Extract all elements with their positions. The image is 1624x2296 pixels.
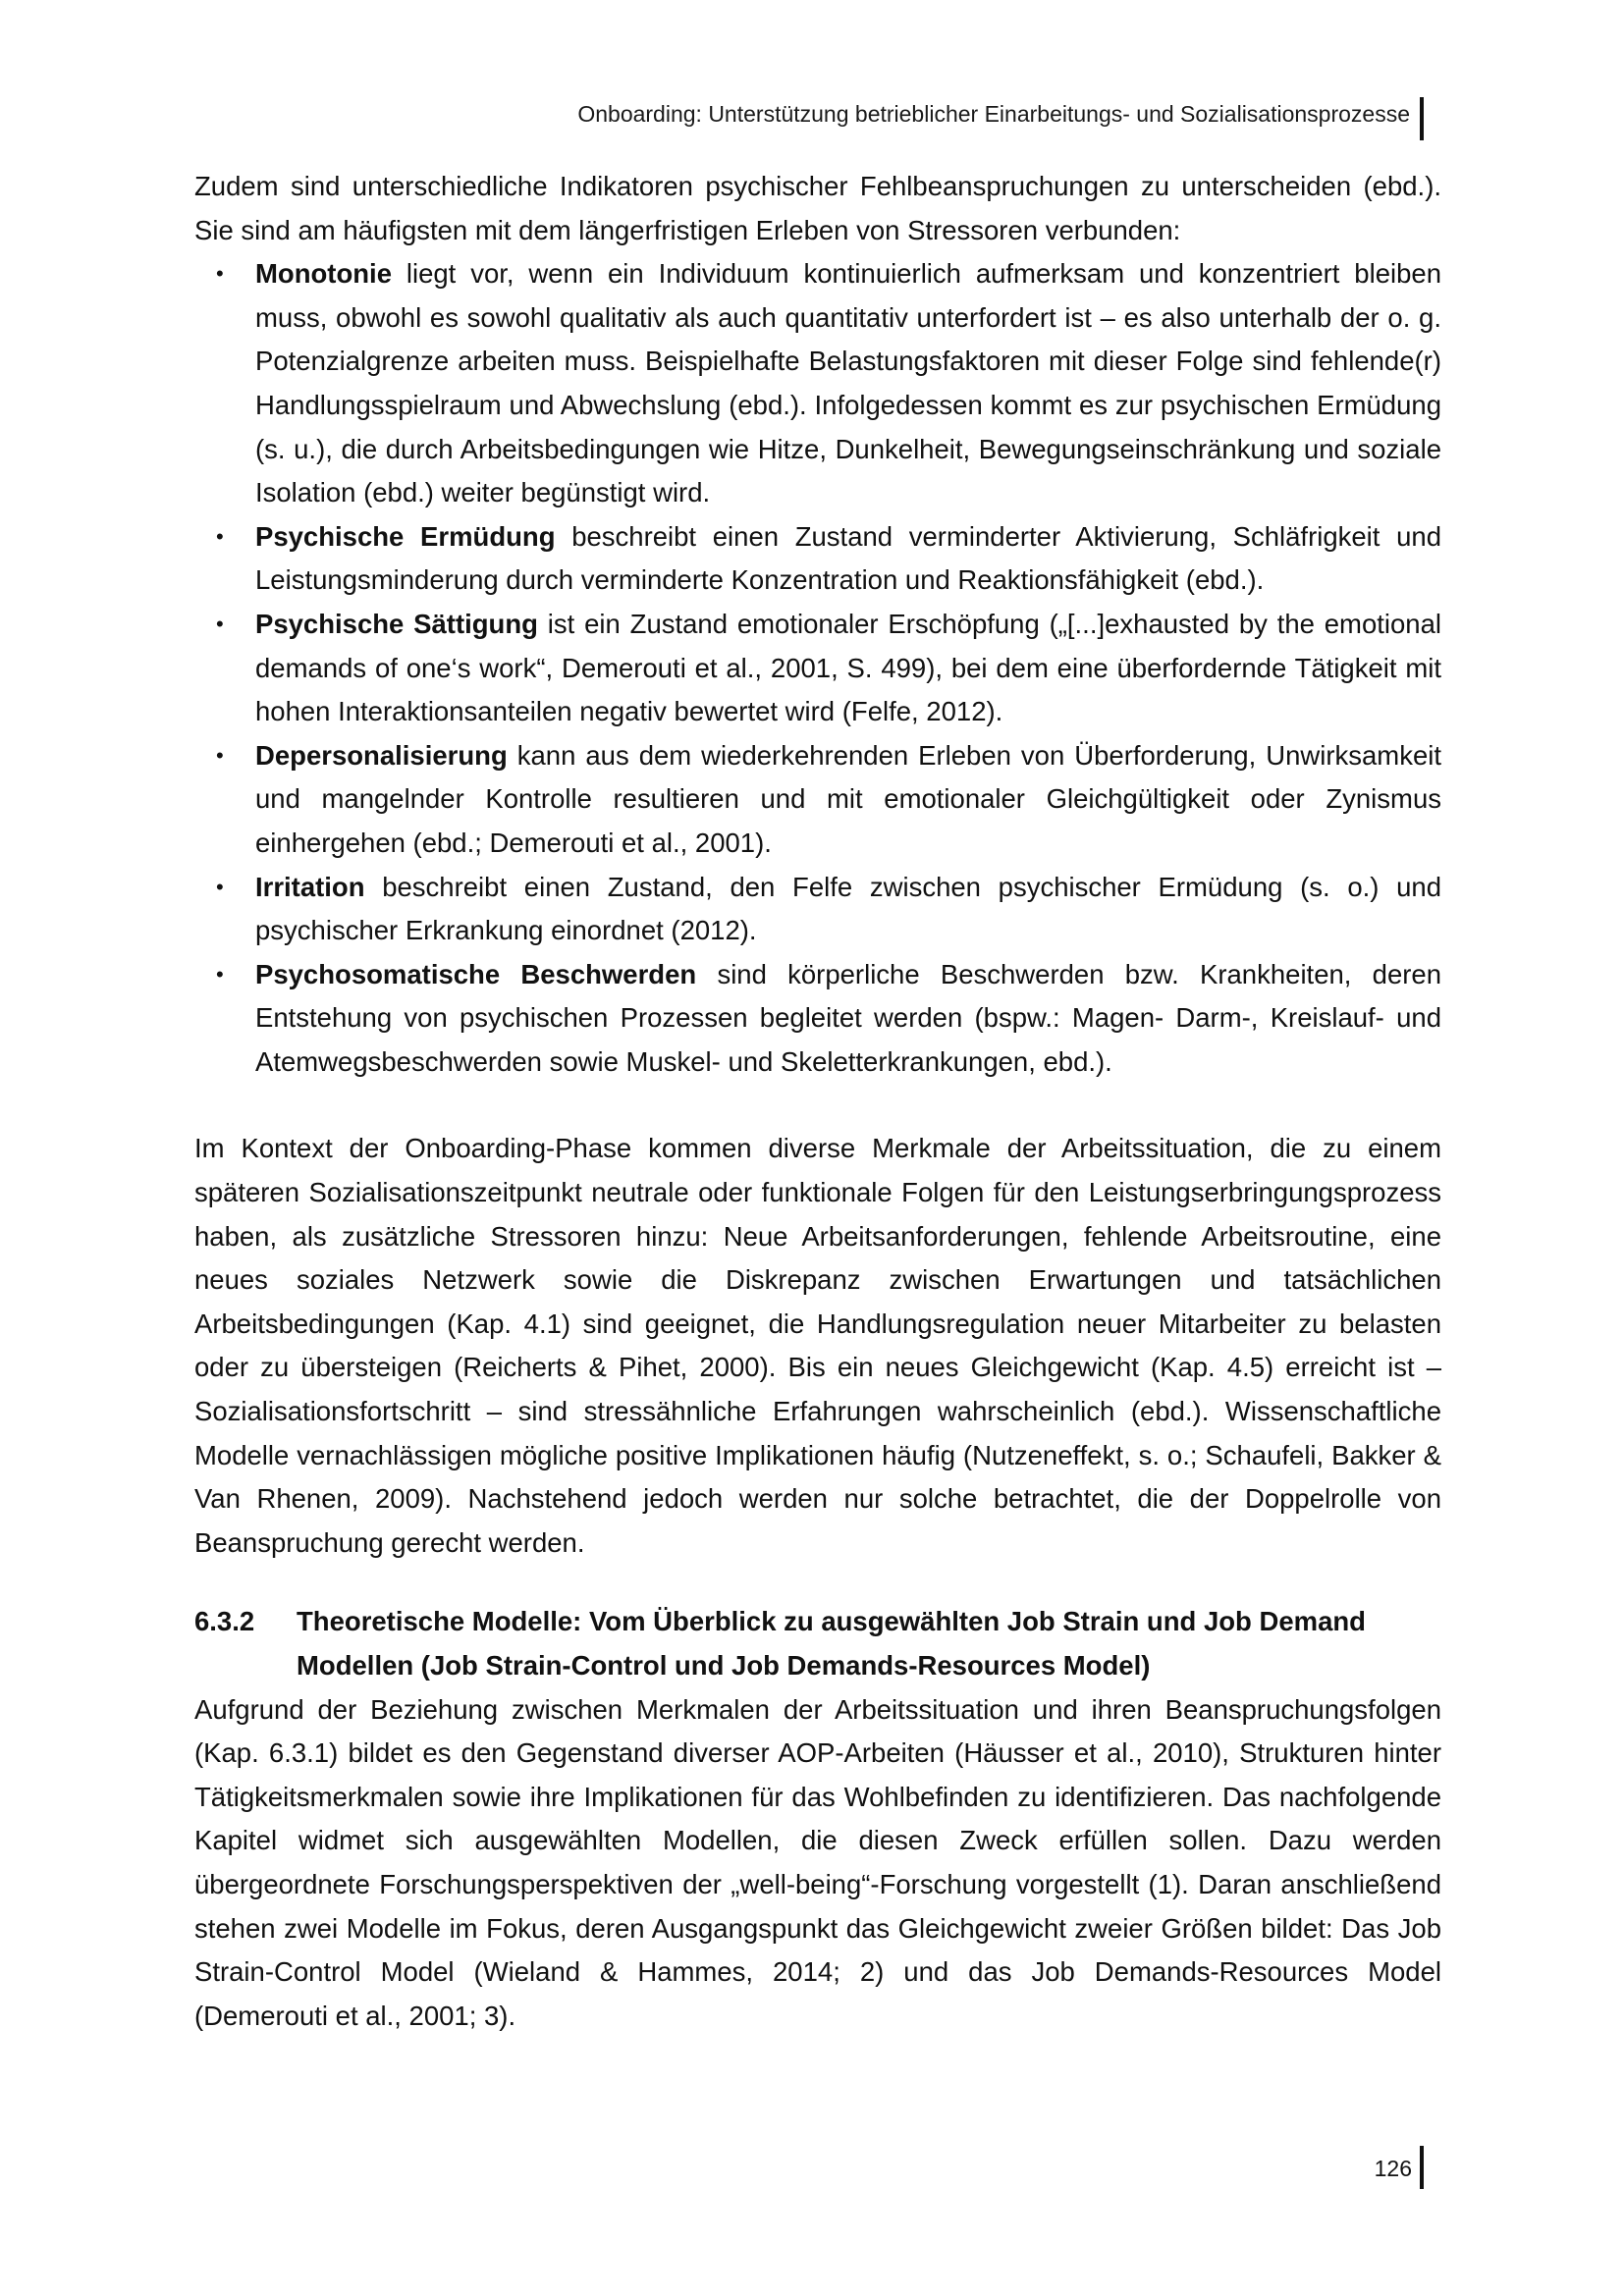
list-item-depersonalisierung [194, 734, 1441, 866]
list-item-irritation [194, 866, 1441, 953]
running-header: Onboarding: Unterstützung betrieblicher Einarbeitungs- und Sozialisationsprozesse [577, 101, 1410, 127]
list-item-term: Psychosomatische Beschwerden [255, 958, 697, 989]
page-number: 126 [1374, 2156, 1412, 2181]
list-item-text: beschreibt einen Zustand, den Felfe zwischen psychischer Ermüdung (s. o.) und psychischer Erkrankung einordnet (2012). [255, 871, 1441, 946]
bullet-icon: • [216, 611, 224, 636]
bullet-icon: • [216, 261, 224, 287]
header-rule [1420, 97, 1424, 140]
onboarding-context-paragraph: Im Kontext der Onboarding-Phase kommen diverse Merkmale der Arbeitssituation, die zu einem späteren Sozialisationszeitpunkt neutrale oder funktionale Folgen für den Leistungserbringungsprozess haben, als zusätzliche Stressoren hinzu: Neue Arbeitsanforderungen, fehlende Arbeitsroutine, eine neues soziales Netzwerk sowie die Diskrepanz zwischen Erwartungen und tatsächlichen Arbeitsbedingungen (Kap. 4.1) sind geeignet, die Handlungsregulation neuer Mitarbeiter zu belasten oder zu übersteigen (Reicherts & Pihet, 2000). Bis ein neues Gleichgewicht (Kap. 4.5) erreicht ist – Sozialisationsfortschritt – sind stressähnliche Erfahrungen wahrscheinlich (ebd.). Wissenschaftliche Modelle vernachlässigen mögliche positive Implikationen häufig (Nutzeneffekt, s. o.; Schaufeli, Bakker & Van Rhenen, 2009). Nachstehend jedoch werden nur solche betrachtet, die der Doppelrolle von Beanspruchung gerecht werden. [194, 1133, 1441, 1558]
list-item-text: sind körperliche Beschwerden bzw. Krankheiten, deren Entstehung von psychischen Prozessen begleitet werden (bspw.: Magen- Darm-, Kreislauf- und Atemwegsbeschwerden sowie Muskel- und Skeletterkrankungen, ebd.). [255, 958, 1441, 1077]
list-item-term: Psychische Ermüdung [255, 520, 556, 552]
list-item-term: Monotonie [255, 258, 392, 290]
list-item-psychische-saettigung [194, 603, 1441, 734]
paragraph-spacer [194, 1084, 1441, 1127]
bullet-icon: • [216, 961, 224, 987]
list-item-psychosomatische-beschwerden [194, 953, 1441, 1085]
list-item-psychische-ermuedung [194, 515, 1441, 603]
models-intro-paragraph: Aufgrund der Beziehung zwischen Merkmalen der Arbeitssituation und ihren Beanspruchungsfolgen (Kap. 6.3.1) bildet es den Gegenstand diverser AOP-Arbeiten (Häusser et al., 2010), Strukturen hinter Tätigkeitsmerkmalen sowie ihre Implikationen für das Wohlbefinden zu identifizieren. Das nachfolgende Kapitel widmet sich ausgewählten Modellen, die diesen Zweck erfüllen sollen. Dazu werden übergeordnete Forschungsperspektiven der „well-being“-Forschung vorgestellt (1). Daran anschließend stehen zwei Modelle im Fokus, deren Ausgangspunkt das Gleichgewicht zweier Größen bildet: Das Job Strain-Control Model (Wieland & Hammes, 2014; 2) und das Job Demands-Resources Model (Demerouti et al., 2001; 3). [194, 1693, 1441, 2031]
indicator-list [194, 252, 1441, 1084]
list-item-text: ist ein Zustand emotionaler Erschöpfung („[...]exhausted by the emotional demands of one‘s work“, Demerouti et al., 2001, S. 499), bei dem eine überfordernde Tätigkeit mit hohen Interaktionsanteilen negativ bewertet wird (Felfe, 2012). [255, 608, 1441, 727]
list-item-monotonie [194, 252, 1441, 515]
list-item-text: kann aus dem wiederkehrenden Erleben von Überforderung, Unwirksamkeit und mangelnder Kontrolle resultieren und mit emotionaler Gleichgültigkeit oder Zynismus einhergehen (ebd.; Demerouti et al., 2001). [255, 739, 1441, 858]
section-number: 6.3.2 [194, 1606, 255, 1637]
list-item-term: Psychische Sättigung [255, 608, 538, 639]
intro-paragraph: Zudem sind unterschiedliche Indikatoren psychischer Fehlbeanspruchungen zu unterscheiden (ebd.). Sie sind am häufigsten mit dem längerfristigen Erleben von Stressoren verbunden: [194, 171, 1441, 245]
page-body [194, 165, 1441, 2038]
bullet-icon: • [216, 742, 224, 768]
list-item-text: liegt vor, wenn ein Individuum kontinuierlich aufmerksam und konzentriert bleiben muss, obwohl es sowohl qualitativ als auch quantitativ unterfordert ist – es also unterhalb der o. g. Potenzialgrenze arbeiten muss. Beispielhafte Belastungsfaktoren mit dieser Folge sind fehlende(r) Handlungsspielraum und Abwechslung (ebd.). Infolgedessen kommt es zur psychischen Ermüdung (s. u.), die durch Arbeitsbedingungen wie Hitze, Dunkelheit, Bewegungseinschränkung und soziale Isolation (ebd.) weiter begünstigt wird. [255, 258, 1441, 508]
list-item-term: Depersonalisierung [255, 739, 508, 771]
bullet-icon: • [216, 874, 224, 899]
footer-rule [1420, 2146, 1424, 2189]
list-item-text: beschreibt einen Zustand verminderter Aktivierung, Schläfrigkeit und Leistungsminderung durch verminderte Konzentration und Reaktionsfähigkeit (ebd.). [255, 520, 1441, 596]
section-heading [194, 1600, 1441, 1687]
section-title: Theoretische Modelle: Vom Überblick zu ausgewählten Job Strain und Job Demand Modellen (Job Strain-Control und Job Demands-Resources Model) [297, 1606, 1366, 1681]
bullet-icon: • [216, 523, 224, 549]
list-item-term: Irritation [255, 871, 365, 902]
